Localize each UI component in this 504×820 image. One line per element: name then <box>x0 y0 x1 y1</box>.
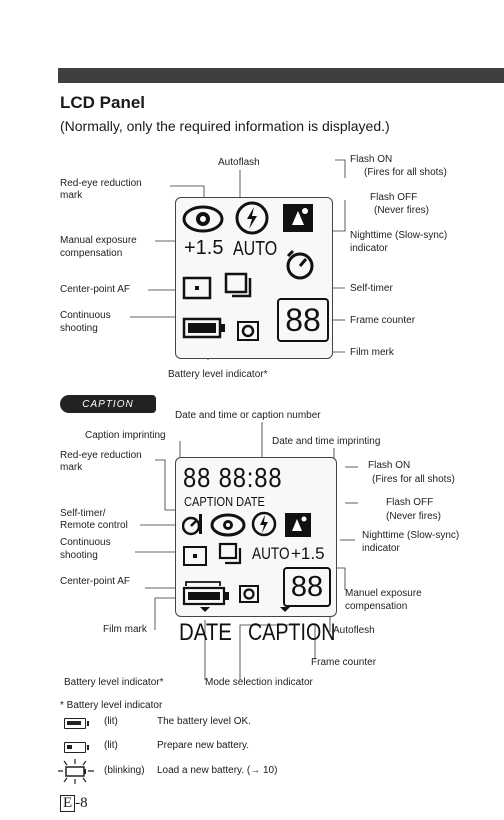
label-red-eye-2: mark <box>60 190 83 201</box>
battery-row-3-state: (blinking) <box>104 765 145 776</box>
label-self-timer-p2-2: Remote control <box>60 520 128 531</box>
page-number-value: -8 <box>75 795 88 811</box>
label-flash-off-note: (Never fires) <box>374 205 430 216</box>
label-flash-off: Flash OFF <box>370 192 418 203</box>
battery-full-icon <box>64 718 86 729</box>
label-flash-on: Flash ON <box>350 154 393 165</box>
battery-row-2-text: Prepare new battery. <box>157 740 250 751</box>
battery-level-icon-2 <box>180 580 236 608</box>
auto-readout-2: AUTO <box>252 544 290 563</box>
label-battery-p2: Battery level indicator* <box>64 677 164 688</box>
date-time-digits: 88 88:88 <box>183 462 283 493</box>
label-film-mark-p2: Film mark <box>103 624 147 635</box>
label-manual-exposure-2: compensation <box>60 248 123 259</box>
mode-caption-label: CAPTION <box>248 619 336 646</box>
page-number <box>60 795 88 812</box>
label-nighttime-2: indicator <box>350 243 388 254</box>
battery-row-3-text: Load a new battery. (→ 10) <box>157 765 278 776</box>
label-caption-imprinting: Caption imprinting <box>85 430 166 441</box>
label-continuous-p2-2: shooting <box>60 550 98 561</box>
label-flash-on-p2: Flash ON <box>368 460 411 471</box>
nighttime-icon-2 <box>284 512 312 538</box>
label-flash-on-note: (Fires for all shots) <box>364 167 447 178</box>
caption-date-labels: CAPTION DATE <box>184 494 265 509</box>
label-red-eye-p2-2: mark <box>60 462 83 473</box>
label-center-af-p2: Center-point AF <box>60 576 131 587</box>
page-subtitle: (Normally, only the required information is displayed.) <box>60 118 390 134</box>
label-nighttime: Nighttime (Slow-sync) <box>350 230 448 241</box>
label-frame-counter-p2: Frame counter <box>311 657 377 668</box>
label-mode-selection: Mode selection indicator <box>205 677 313 688</box>
battery-low-icon <box>64 742 86 753</box>
autoflash-icon-2 <box>250 510 278 538</box>
center-af-icon-2 <box>182 545 208 567</box>
label-center-af: Center-point AF <box>60 284 131 295</box>
exposure-readout: +1.5 <box>184 237 224 259</box>
label-manual-exposure-p2: Manuel exposure <box>345 588 422 599</box>
battery-blinking-icon <box>56 757 96 785</box>
label-red-eye: Red-eye reduction <box>60 178 142 189</box>
auto-readout: AUTO <box>233 238 278 260</box>
battery-row-1-text: The battery level OK. <box>157 716 251 727</box>
film-icon-2 <box>238 584 260 604</box>
label-continuous: Continuous <box>60 310 111 321</box>
label-nighttime-p2: Nighttime (Slow-sync) <box>362 530 460 541</box>
label-red-eye-p2: Red-eye reduction <box>60 450 142 461</box>
frame-counter-readout-2: 88 <box>283 567 331 607</box>
label-self-timer-p2: Self-timer/ <box>60 508 106 519</box>
page-title: LCD Panel <box>60 93 146 112</box>
mode-pointer-marks <box>198 606 298 614</box>
battery-row-2-state: (lit) <box>104 740 118 751</box>
red-eye-icon-2 <box>210 512 246 538</box>
frame-counter-readout: 88 <box>277 298 329 342</box>
continuous-shooting-icon-2 <box>218 542 246 568</box>
label-manual-exposure-p2-2: compensation <box>345 601 408 612</box>
battery-row-1-state: (lit) <box>104 716 118 727</box>
label-battery: Battery level indicator* <box>168 369 268 380</box>
label-continuous-2: shooting <box>60 323 98 334</box>
label-flash-off-note-p2: (Never fires) <box>386 511 442 522</box>
label-self-timer: Self-timer <box>350 283 393 294</box>
label-manual-exposure: Manual exposure <box>60 235 137 246</box>
exposure-readout-2: +1.5 <box>291 544 325 563</box>
label-date-time-imprinting: Date and time imprinting <box>272 436 381 447</box>
battery-notes-heading: * Battery level indicator <box>60 700 163 711</box>
label-frame-counter: Frame counter <box>350 315 416 326</box>
label-flash-on-note-p2: (Fires for all shots) <box>372 474 455 485</box>
self-timer-remote-icon <box>182 510 204 538</box>
mode-date-label: DATE <box>179 619 232 646</box>
label-film-mark: Film merk <box>350 347 394 358</box>
label-date-time-caption: Date and time or caption number <box>175 410 321 421</box>
label-continuous-p2: Continuous <box>60 537 111 548</box>
label-autoflash-p2: Autoflesh <box>333 625 375 636</box>
label-flash-off-p2: Flash OFF <box>386 497 434 508</box>
caption-model-badge: CAPTION <box>60 395 156 413</box>
label-autoflash: Autoflash <box>218 157 260 168</box>
label-nighttime-p2-2: indicator <box>362 543 400 554</box>
page-section-letter: E <box>60 795 75 812</box>
